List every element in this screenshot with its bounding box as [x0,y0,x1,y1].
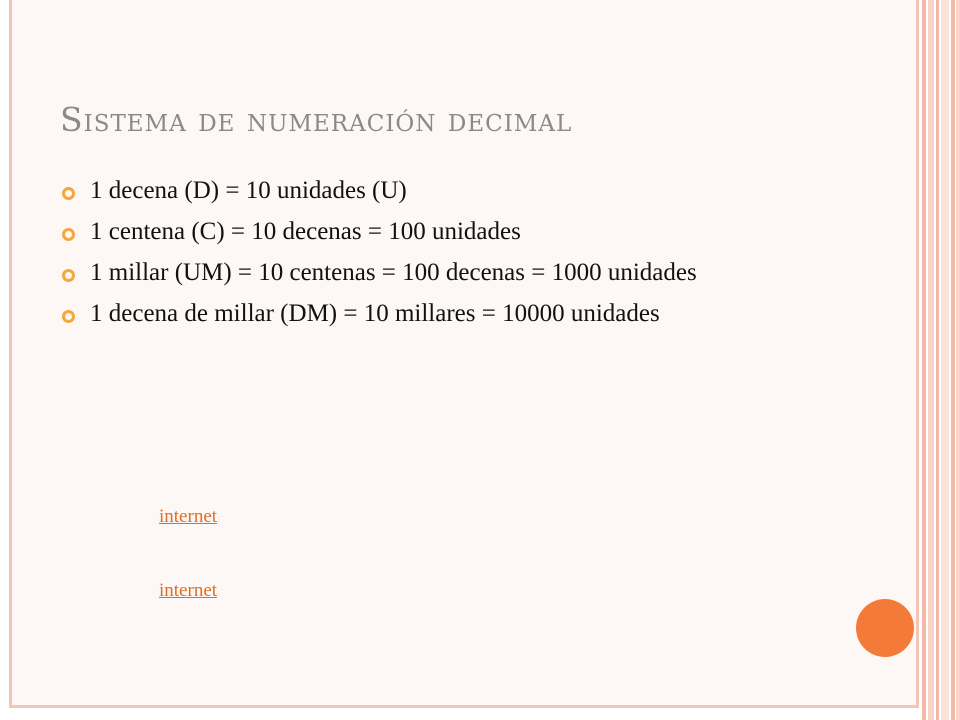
bullet-text: 1 decena de millar (DM) = 10 millares = 10000 unidades [90,300,660,327]
bullet-text: 1 centena (C) = 10 decenas = 100 unidades [90,218,521,245]
bullet-list [62,176,822,340]
list-item [62,258,822,288]
internet-link-1[interactable]: internet [159,506,218,527]
hollow-circle-bullet-icon [62,310,75,323]
list-item [62,217,822,247]
decorative-stripes [922,0,960,720]
bullet-text: 1 millar (UM) = 10 centenas = 100 decenas = 1000 unidades [90,259,697,286]
list-item [62,299,822,329]
list-item [62,176,822,206]
stripe [951,0,955,720]
stripe [936,0,939,720]
hollow-circle-bullet-icon [62,269,75,282]
stripe [956,0,960,720]
orange-circle-icon [856,599,914,657]
stripe [922,0,926,720]
internet-link-2[interactable]: internet [159,580,218,601]
stripe [941,0,949,720]
hollow-circle-bullet-icon [62,187,75,200]
slide-title: Sistema de numeración decimal [60,100,573,139]
hollow-circle-bullet-icon [62,228,75,241]
bullet-text: 1 decena (D) = 10 unidades (U) [90,177,407,204]
stripe [928,0,934,720]
